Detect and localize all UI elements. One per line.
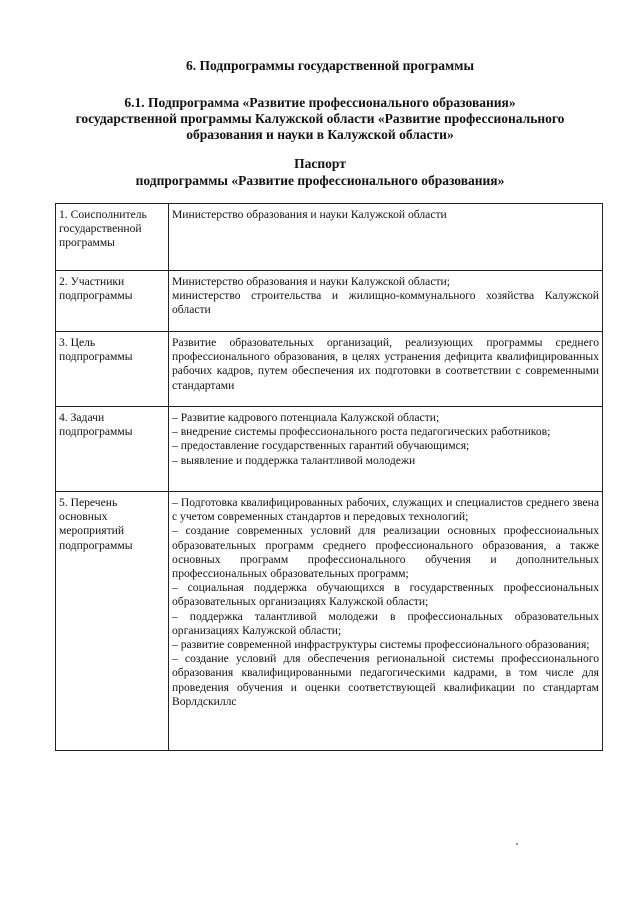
row-content-cell bbox=[169, 332, 603, 407]
row-label-cell bbox=[56, 332, 169, 407]
row-content-line: – социальная поддержка обучающихся в государственных профессиональных образовательных организациях Калужской области; bbox=[172, 581, 599, 609]
row-content-line: – внедрение системы профессионального роста педагогических работников; bbox=[172, 425, 551, 439]
row-content-line: Министерство образования и науки Калужской области bbox=[172, 208, 447, 221]
row-content-line: – Развитие кадрового потенциала Калужской области; bbox=[172, 411, 440, 424]
passport-table bbox=[55, 203, 603, 751]
row-content-line: Развитие образовательных организаций, реализующих программы среднего профессионального образования, в целях устранения дефицита квалифицированных рабочих кадров, путем обеспечения их подготовки в соответствии с современными стандартами bbox=[172, 336, 599, 392]
row-content-cell bbox=[169, 271, 603, 332]
passport-title: Паспорт bbox=[294, 156, 346, 171]
row-content-cell bbox=[169, 204, 603, 271]
passport-table-body bbox=[56, 204, 603, 751]
row-label-cell bbox=[56, 271, 169, 332]
row-label: 5. Перечень основных мероприятий подпрограммы bbox=[59, 496, 133, 552]
passport-row bbox=[56, 332, 603, 407]
row-content-line: – развитие современной инфраструктуры системы профессионального образования; bbox=[172, 638, 590, 652]
section-title: 6. Подпрограммы государственной программы bbox=[186, 58, 474, 73]
subprogram-title-line3: образования и науки в Калужской области» bbox=[186, 127, 454, 142]
passport-row bbox=[56, 407, 603, 492]
passport-row bbox=[56, 204, 603, 271]
row-content-line: – выявление и поддержка талантливой молодежи bbox=[172, 453, 416, 467]
row-content-line: министерство строительства и жилищно-коммунального хозяйства Калужской области bbox=[172, 289, 599, 317]
subprogram-title-line1: 6.1. Подпрограмма «Развитие профессионального образования» bbox=[124, 95, 516, 110]
row-content-line: – предоставление государственных гарантий обучающимся; bbox=[172, 439, 470, 453]
row-label: 2. Участники подпрограммы bbox=[59, 275, 133, 303]
passport-subtitle: подпрограммы «Развитие профессионального образования» bbox=[135, 173, 505, 188]
row-content-cell bbox=[169, 407, 603, 492]
row-content-cell bbox=[169, 492, 603, 751]
row-content-line: – поддержка талантливой молодежи в профессиональных образовательных организациях Калужской области; bbox=[172, 609, 599, 637]
row-label-cell bbox=[56, 492, 169, 751]
row-content-line: – создание современных условий для реализации основных профессиональных образовательных программ среднего профессионального образования, а также основных программ профессионального обучения и дополнительных профессиональных образовательных программ; bbox=[172, 524, 599, 581]
row-label: 4. Задачи подпрограммы bbox=[59, 411, 133, 439]
passport-row bbox=[56, 492, 603, 751]
passport-row bbox=[56, 271, 603, 332]
row-label: 3. Цель подпрограммы bbox=[59, 336, 133, 364]
scan-speck bbox=[516, 843, 518, 845]
row-label: 1. Соисполнитель государственной программы bbox=[59, 208, 147, 250]
row-content-line: – создание условий для обеспечения региональной системы профессионального образования квалифицированными педагогическими кадрами, в том числе для проведения обучения и оценки соответствующей квалификации по стандартам Ворлдскиллс bbox=[172, 652, 599, 708]
row-content-line: Министерство образования и науки Калужской области; bbox=[172, 275, 450, 288]
row-label-cell bbox=[56, 204, 169, 271]
row-content-line: – Подготовка квалифицированных рабочих, служащих и специалистов среднего звена с учетом современных стандартов и передовых технологий; bbox=[172, 496, 599, 524]
row-label-cell bbox=[56, 407, 169, 492]
subprogram-title-line2: государственной программы Калужской области «Развитие профессионального bbox=[75, 111, 565, 126]
